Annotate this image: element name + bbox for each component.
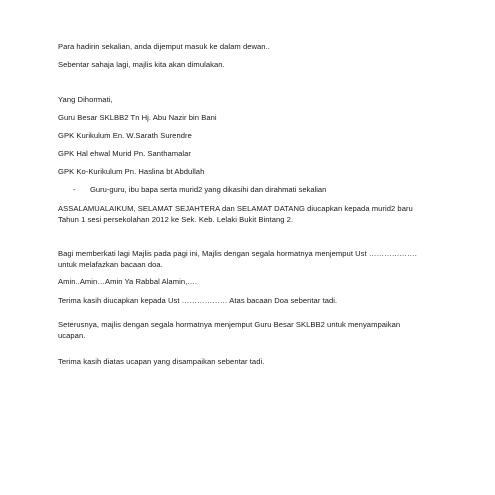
- closing-line: Terima kasih diatas ucapan yang disampaikan sebentar tadi.: [58, 357, 265, 366]
- dignitary-guru-besar: Guru Besar SKLBB2 Tn Hj. Abu Nazir bin Bani: [58, 113, 217, 122]
- amin-line: Amin..Amin…Amin Ya Rabbal Alamin,….: [58, 277, 198, 286]
- dignitary-gpk-kurikulum: GPK Kurikulum En. W.Sarath Surendre: [58, 131, 192, 140]
- salutation: Yang Dihormati,: [58, 95, 113, 104]
- prayer-invite-line-2: untuk melafazkan bacaan doa.: [58, 260, 163, 269]
- welcome-line-1: ASSALAMUALAIKUM, SELAMAT SEJAHTERA dan SELAMAT DATANG diucapkan kepada murid2 baru: [58, 204, 413, 213]
- thanks-prayer-line: Terima kasih diucapkan kepada Ust ……………… Atas bacaan Doa sebentar tadi.: [58, 296, 338, 305]
- prayer-invite-line-1: Bagi memberkati lagi Majlis pada pagi ini, Majlis dengan segala hormatnya menjemput Ust ……………….: [58, 249, 417, 258]
- welcome-line-2: Tahun 1 sesi persekolahan 2012 ke Sek. Keb. Lelaki Bukit Bintang 2.: [58, 215, 294, 224]
- dignitary-gpk-kokurikulum: GPK Ko-Kurikulum Pn. Haslina bt Abdullah: [58, 167, 205, 176]
- dignitary-gpk-hem: GPK Hal ehwal Murid Pn. Santhamalar: [58, 149, 192, 158]
- bullet-marker: -: [73, 185, 76, 194]
- speech-invite-line-2: ucapan.: [58, 331, 86, 340]
- opening-line-1: Para hadirin sekalian, anda dijemput masuk ke dalam dewan..: [58, 42, 270, 51]
- speech-invite-line-1: Seterusnya, majlis dengan segala hormatnya menjemput Guru Besar SKLBB2 untuk menyampaikan: [58, 320, 401, 329]
- bullet-guru-ibu-bapa: Guru-guru, ibu bapa serta murid2 yang dikasihi dan dirahmati sekalian: [90, 185, 327, 194]
- opening-line-2: Sebentar sahaja lagi, majlis kita akan dimulakan.: [58, 60, 225, 69]
